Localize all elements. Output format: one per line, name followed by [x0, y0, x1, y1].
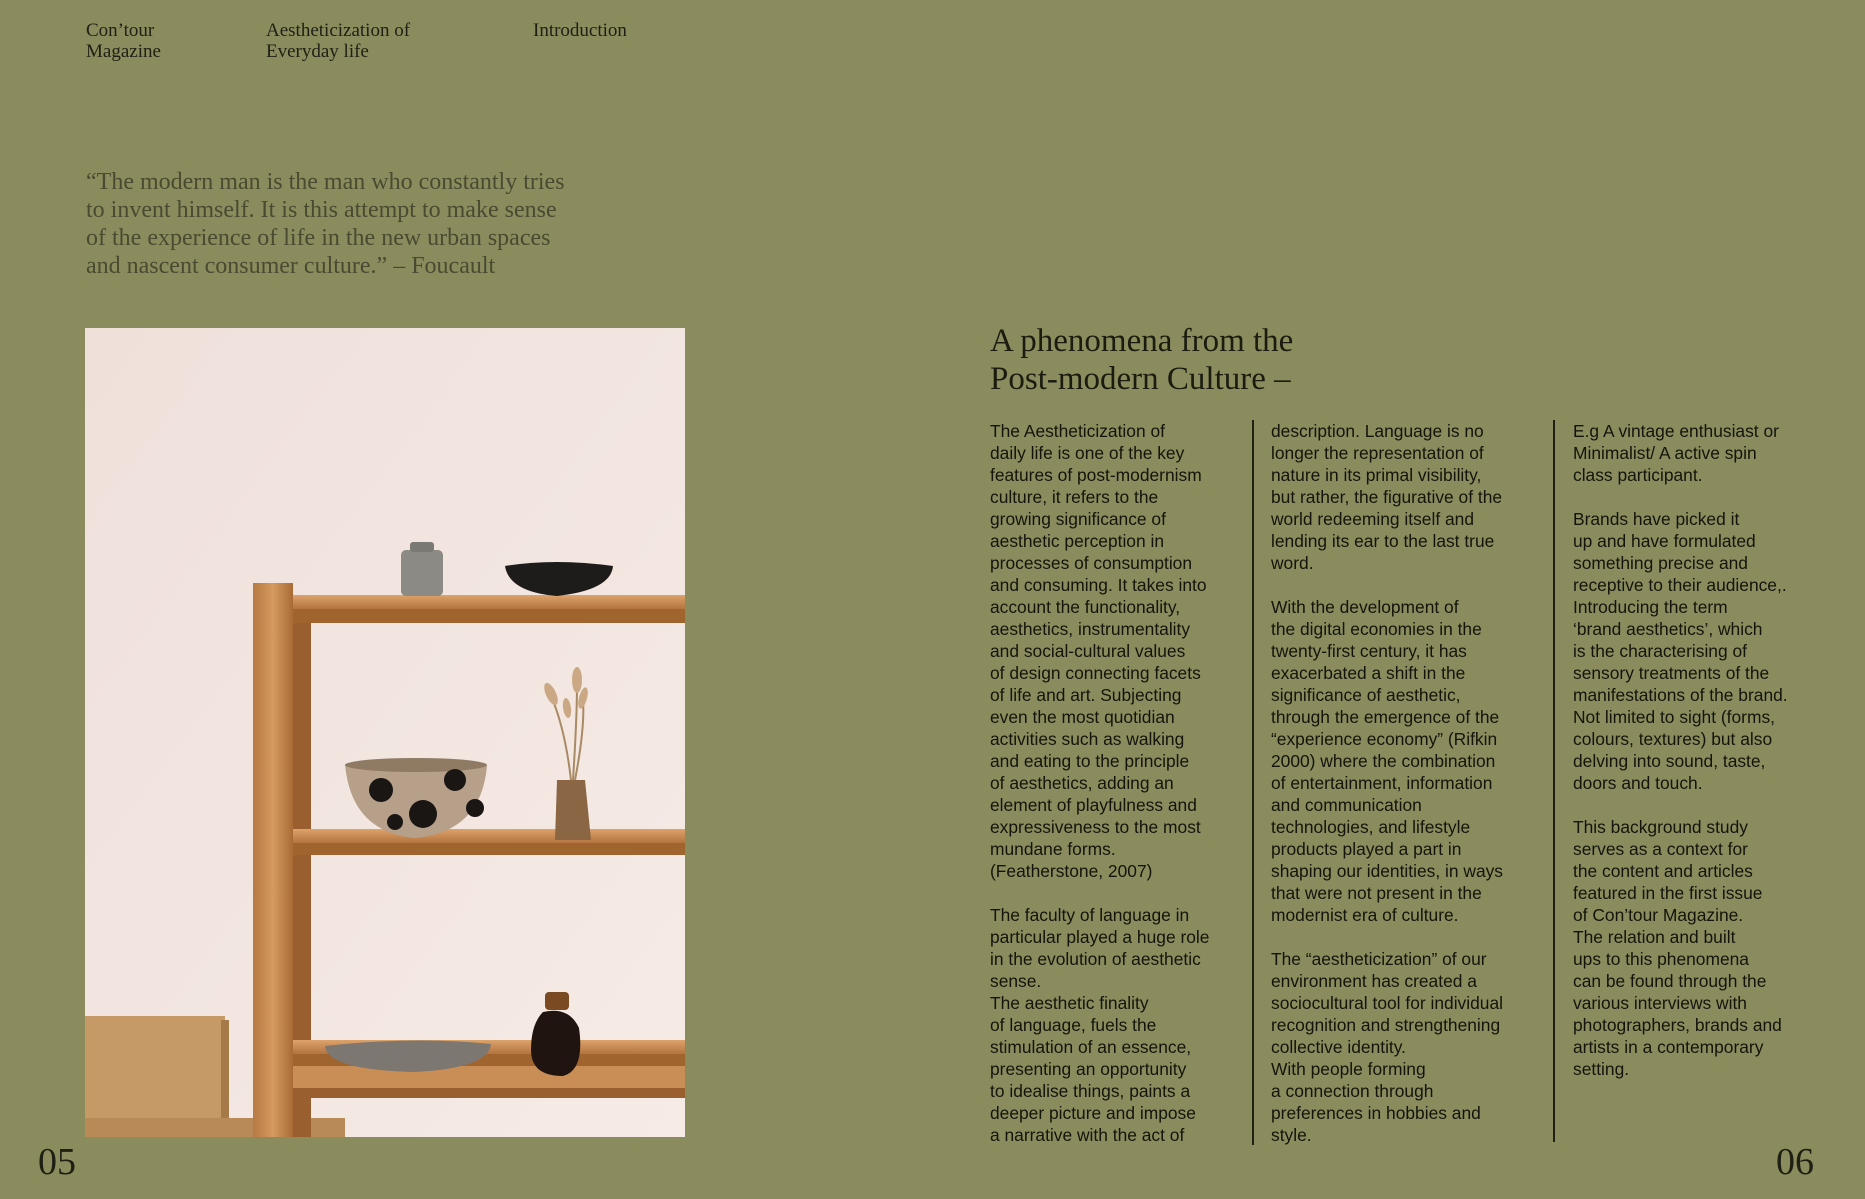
body-text-line: sociocultural tool for individual: [1271, 993, 1503, 1013]
body-text-line: With people forming: [1271, 1059, 1426, 1079]
body-text-line: manifestations of the brand.: [1573, 685, 1788, 705]
body-text-line: receptive to their audience,.: [1573, 575, 1787, 595]
body-text-line: sensory treatments of the: [1573, 663, 1770, 683]
body-text-line: features of post-modernism: [990, 465, 1202, 485]
body-text-line: even the most quotidian: [990, 707, 1175, 727]
body-text-line: Minimalist/ A active spin: [1573, 443, 1757, 463]
body-text-line: nature in its primal visibility,: [1271, 465, 1482, 485]
paragraph-gap: [1271, 574, 1551, 596]
body-text-line: Not limited to sight (forms,: [1573, 707, 1775, 727]
chapter-title: [533, 20, 627, 41]
body-text-line: aesthetic perception in: [990, 531, 1165, 551]
body-text-line: the digital economies in the: [1271, 619, 1482, 639]
body-text-line: deeper picture and impose: [990, 1103, 1196, 1123]
shelf-photo: [85, 328, 685, 1137]
body-text-line: longer the representation of: [1271, 443, 1484, 463]
body-text-line: and social-cultural values: [990, 641, 1186, 661]
body-text-line: products played a part in: [1271, 839, 1462, 859]
body-text-line: mundane forms.: [990, 839, 1116, 859]
body-text-line: element of playfulness and: [990, 795, 1197, 815]
body-text-line: sense.: [990, 971, 1042, 991]
body-text-line: class participant.: [1573, 465, 1703, 485]
quote-line: “The modern man is the man who constantly tries: [86, 169, 565, 195]
text-column-1: [990, 420, 1240, 1146]
body-text-line: but rather, the figurative of the: [1271, 487, 1503, 507]
quote-line: to invent himself. It is this attempt to make sense: [86, 197, 557, 223]
body-text-line: 2000) where the combination: [1271, 751, 1496, 771]
body-text-line: collective identity.: [1271, 1037, 1406, 1057]
body-text-line: through the emergence of the: [1271, 707, 1500, 727]
heading-line: A phenomena from the: [990, 323, 1294, 359]
body-text-line: The Aestheticization of: [990, 421, 1165, 441]
body-text-line: ups to this phenomena: [1573, 949, 1749, 969]
body-text-line: This background study: [1573, 817, 1748, 837]
body-text-line: growing significance of: [990, 509, 1166, 529]
text-column-3: [1573, 420, 1833, 1080]
body-text-line: expressiveness to the most: [990, 817, 1201, 837]
body-text-line: style.: [1271, 1125, 1312, 1145]
body-text-line: in the evolution of aesthetic: [990, 949, 1201, 969]
body-text-line: lending its ear to the last true: [1271, 531, 1495, 551]
body-text-line: serves as a context for: [1573, 839, 1748, 859]
body-text-line: of language, fuels the: [990, 1015, 1157, 1035]
body-text-line: word.: [1271, 553, 1314, 573]
body-text-line: photographers, brands and: [1573, 1015, 1782, 1035]
magazine-title: [86, 20, 161, 62]
body-text-line: aesthetics, instrumentality: [990, 619, 1191, 639]
body-text-line: stimulation of an essence,: [990, 1037, 1192, 1057]
body-text-line: processes of consumption: [990, 553, 1193, 573]
body-text-line: The relation and built: [1573, 927, 1736, 947]
body-text-line: description. Language is no: [1271, 421, 1484, 441]
body-text-line: to idealise things, paints a: [990, 1081, 1191, 1101]
text-column-2: [1271, 420, 1551, 1146]
section-title: [266, 20, 410, 62]
column-divider: [1252, 420, 1254, 1145]
body-text-line: technologies, and lifestyle: [1271, 817, 1471, 837]
section-title-line: Everyday life: [266, 41, 369, 62]
body-text-line: The faculty of language in: [990, 905, 1190, 925]
heading-line: Post-modern Culture –: [990, 361, 1291, 397]
body-text-line: The aesthetic finality: [990, 993, 1149, 1013]
body-text-line: world redeeming itself and: [1271, 509, 1474, 529]
body-text-line: the content and articles: [1573, 861, 1753, 881]
body-text-line: up and have formulated: [1573, 531, 1756, 551]
body-text-line: recognition and strengthening: [1271, 1015, 1501, 1035]
body-text-line: of design connecting facets: [990, 663, 1201, 683]
body-text-line: is the characterising of: [1573, 641, 1747, 661]
body-text-line: (Featherstone, 2007): [990, 861, 1153, 881]
body-text-line: exacerbated a shift in the: [1271, 663, 1466, 683]
body-text-line: of entertainment, information: [1271, 773, 1493, 793]
quote-line: of the experience of life in the new urban spaces: [86, 225, 551, 251]
body-text-line: of aesthetics, adding an: [990, 773, 1174, 793]
pull-quote: [86, 168, 646, 280]
body-text-line: twenty-first century, it has: [1271, 641, 1467, 661]
body-text-line: modernist era of culture.: [1271, 905, 1459, 925]
page-number-left: 05: [38, 1141, 76, 1183]
body-text-line: a connection through: [1271, 1081, 1434, 1101]
paragraph-gap: [1271, 926, 1551, 948]
body-text-line: culture, it refers to the: [990, 487, 1159, 507]
body-text-line: activities such as walking: [990, 729, 1185, 749]
page-number-right: 06: [1776, 1141, 1814, 1183]
body-text-line: presenting an opportunity: [990, 1059, 1187, 1079]
body-text-line: and consuming. It takes into: [990, 575, 1207, 595]
shelf-illustration: [85, 328, 685, 1137]
body-text-line: The “aestheticization” of our: [1271, 949, 1487, 969]
body-text-line: “experience economy” (Rifkin: [1271, 729, 1498, 749]
body-text-line: doors and touch.: [1573, 773, 1703, 793]
body-text-line: daily life is one of the key: [990, 443, 1185, 463]
quote-line: and nascent consumer culture.” – Foucault: [86, 253, 496, 279]
body-text-line: and eating to the principle: [990, 751, 1190, 771]
article-heading: [990, 322, 1293, 398]
body-text-line: With the development of: [1271, 597, 1459, 617]
body-text-line: of life and art. Subjecting: [990, 685, 1182, 705]
chapter-title-line: Introduction: [533, 20, 627, 41]
body-text-line: preferences in hobbies and: [1271, 1103, 1481, 1123]
body-text-line: of Con’tour Magazine.: [1573, 905, 1744, 925]
body-text-line: that were not present in the: [1271, 883, 1482, 903]
body-text-line: can be found through the: [1573, 971, 1767, 991]
body-text-line: Brands have picked it: [1573, 509, 1740, 529]
body-text-line: particular played a huge role: [990, 927, 1210, 947]
body-text-line: various interviews with: [1573, 993, 1747, 1013]
body-text-line: colours, textures) but also: [1573, 729, 1773, 749]
body-text-line: shaping our identities, in ways: [1271, 861, 1504, 881]
section-title-line: Aestheticization of: [266, 20, 411, 41]
body-text-line: ‘brand aesthetics’, which: [1573, 619, 1763, 639]
body-text-line: setting.: [1573, 1059, 1630, 1079]
column-divider: [1553, 420, 1555, 1142]
body-text-line: delving into sound, taste,: [1573, 751, 1766, 771]
body-text-line: account the functionality,: [990, 597, 1181, 617]
paragraph-gap: [1573, 486, 1833, 508]
body-text-line: and communication: [1271, 795, 1422, 815]
body-text-line: featured in the first issue: [1573, 883, 1763, 903]
body-text-line: a narrative with the act of: [990, 1125, 1185, 1145]
paragraph-gap: [1573, 794, 1833, 816]
paragraph-gap: [990, 882, 1240, 904]
magazine-title-line: Magazine: [86, 41, 161, 62]
body-text-line: environment has created a: [1271, 971, 1477, 991]
body-text-line: significance of aesthetic,: [1271, 685, 1461, 705]
body-text-line: something precise and: [1573, 553, 1748, 573]
body-text-line: Introducing the term: [1573, 597, 1728, 617]
body-text-line: E.g A vintage enthusiast or: [1573, 421, 1779, 441]
magazine-title-line: Con’tour: [86, 20, 155, 41]
body-text-line: artists in a contemporary: [1573, 1037, 1764, 1057]
